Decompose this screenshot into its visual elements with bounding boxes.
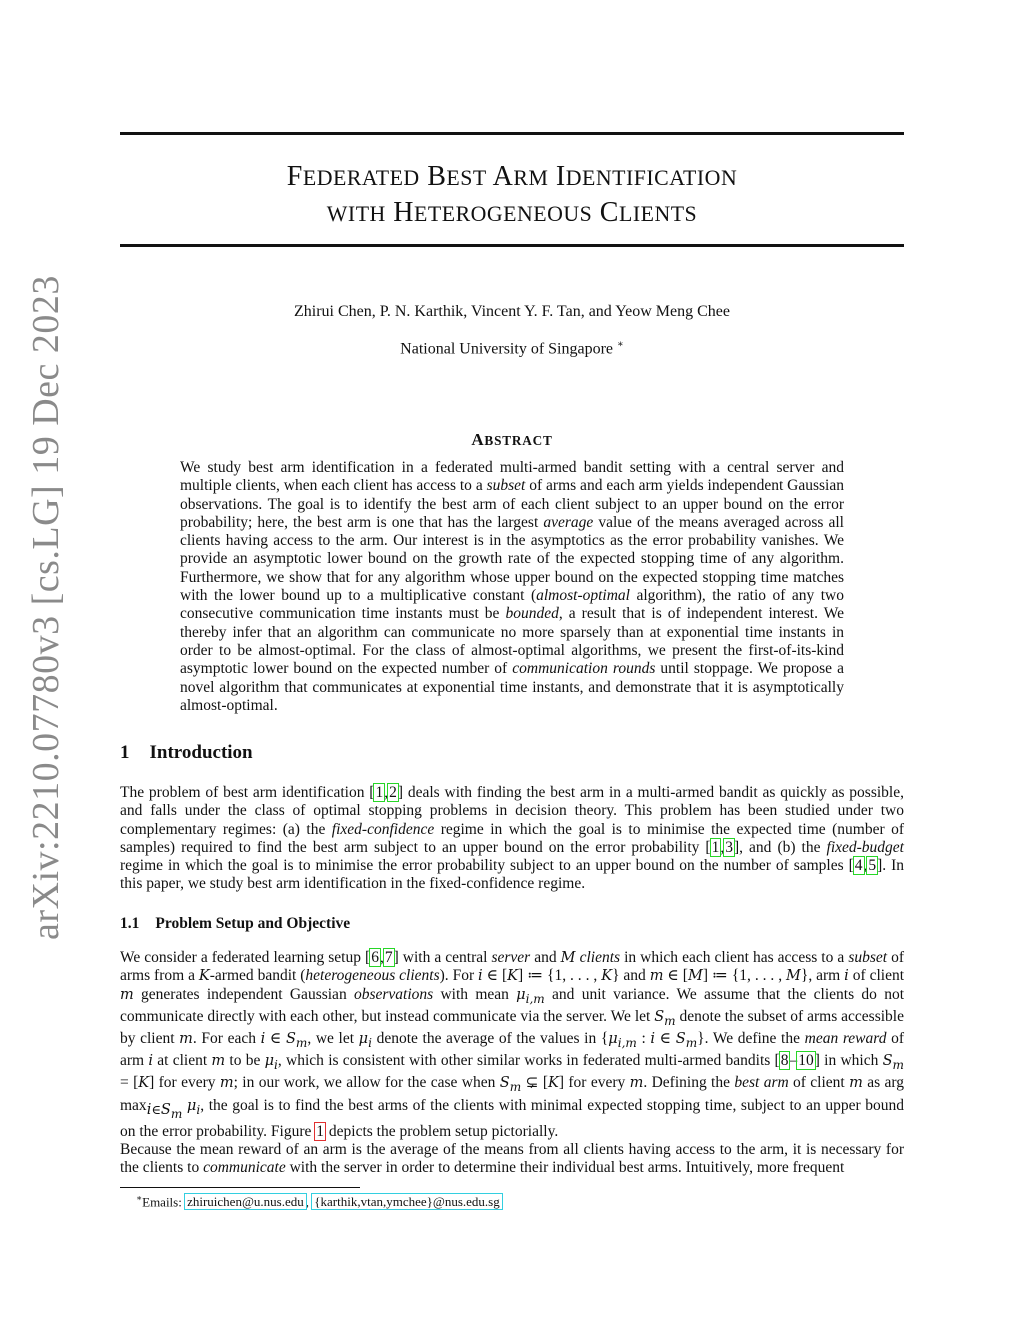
paper-title-line-2: WITH HETEROGENEOUS CLIENTS [326,197,698,228]
introduction-paragraph: The problem of best arm identification [1,2] deals with finding the best arm in a multi-armed bandit as quickly as possible, and falls under the class of optimal stopping problems in decision theory. This problem has been studied under two complementary regimes: (a) the fixed-confidence regime in which the goal is to minimise the expected time (number of samples) required to find the best arm subject to an upper bound on the error probability [1,3], and (b) the fixed-budget regime in which the goal is to minimise the error probability subject to an upper bound on the number of samples [4,5]. In this paper, we study best arm identification in the fixed-confidence regime. [120,784,905,893]
affiliation-footnote-mark[interactable]: ∗ [617,339,624,350]
section-number: 1 [120,742,130,763]
arxiv-side-stamp: arXiv:2210.07780v3 [cs.LG] 19 Dec 2023 [25,275,67,940]
subsection-heading-problem-setup [120,915,350,933]
affiliation-name: National University of Singapore [400,340,614,358]
title-rule-bottom [120,244,904,247]
communication-paragraph: Because the mean reward of an arm is the average of the means from all clients having access to the arm, it is necessary for the clients to communicate with the server in order to determine their individual best arms. Intuitively, more frequent [120,1141,904,1177]
footnote-mark: ∗ [136,1193,143,1203]
section-heading-introduction [120,742,253,764]
footnote-label: Emails: [142,1194,182,1210]
footnote-rule [120,1187,360,1188]
email-link-1[interactable]: zhiruichen@u.nus.edu [187,1194,304,1210]
abstract-heading: ABSTRACT [471,430,553,449]
section-title: Introduction [149,742,253,763]
subsection-title: Problem Setup and Objective [155,915,351,932]
title-rule-top [120,132,904,135]
footnote: ∗Emails: zhiruichen@u.nus.edu , {karthik,vtan,ymchee}@nus.edu.sg [136,1193,500,1210]
authors: Zhirui Chen, P. N. Karthik, Vincent Y. F. Tan, and Yeow Meng Chee [293,303,731,320]
abstract-body: We study best arm identification in a federated multi-armed bandit setting with a central server and multiple clients, when each client has access to a subset of arms and each arm yields independent Gaussian observations. The goal is to identify the best arm of each client subject to an upper bound on the error probability; here, the best arm is one that has the largest average value of the means averaged across all clients having access to the arm. Our interest is in the asymptotics as the error probability vanishes. We provide an asymptotic lower bound on the growth rate of the expected stopping time of any algorithm. Furthermore, we show that for any algorithm whose upper bound on the expected stopping time matches with the lower bound up to a multiplicative constant (almost-optimal algorithm), the ratio of any two consecutive communication time instants must be bounded, a result that is of independent interest. We thereby infer that an algorithm can communicate no more sparsely than at exponential time instants in order to be almost-optimal. For the class of almost-optimal algorithms, we present the first-of-its-kind asymptotic lower bound on the expected number of communication rounds until stoppage. We propose a novel algorithm that communicates at exponential time instants, and demonstrate that it is asymptotically almost-optimal. [180,459,844,714]
subsection-number: 1.1 [120,915,140,932]
affiliation [120,339,904,358]
paper-title-line-1: FEDERATED BEST ARM IDENTIFICATION [286,161,738,192]
problem-setup-paragraph: We consider a federated learning setup [6,7] with a central server and M clients in which each client has access to a subset of arms from a K-armed bandit (heterogeneous clients). For i ∈ [K] ≔ {1, . . . , K} and m ∈ [M] ≔ {1, . . . , M}, arm i of client m generates independent Gaussian observations with mean $\mu_{i,m}$ and unit variance. We assume that the clients do not communicate directly with each other, but instead communicate via the server. We let $S_m$ denote the subset of arms accessible by client m. For each i ∈ $S_m$, we let $\mu_i$ denote the average of the values in {$\mu_{i,m}$ : i ∈ $S_m$}. We define the mean reward of arm i at client m to be $\mu_i$, which is consistent with other similar works in federated multi-armed bandits [8–10] in which $S_m = [K]$ for every m; in our work, we allow for the case when $S_m$ ⊊ [K] for every m. Defining the best arm of client m as arg $\max_{i\in S_m} \mu_i$, the goal is to find the best arms of the clients with minimal expected stopping time, subject to an upper bound on the error probability. Figure 1 depicts the problem setup pictorially. [120,949,905,1140]
email-link-2[interactable]: {karthik,vtan,ymchee}@nus.edu.sg [314,1194,500,1210]
